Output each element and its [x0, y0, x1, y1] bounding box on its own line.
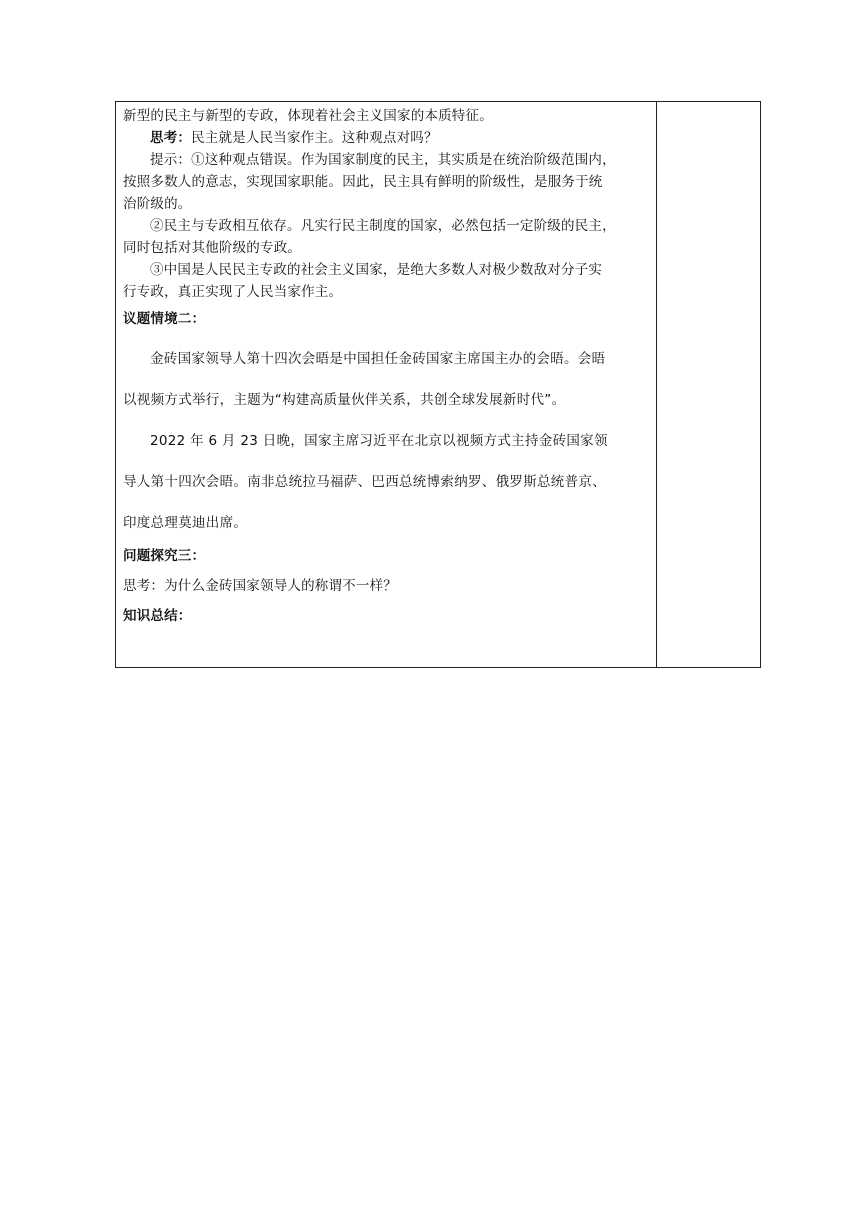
- think-question: 民主就是人民当家作主。这种观点对吗？: [191, 130, 438, 146]
- text-line: 同时包括对其他阶级的专政。: [123, 240, 302, 256]
- think-line: [123, 127, 653, 149]
- text-line: 提示：①这种观点错误。作为国家制度的民主，其实质是在统治阶级范围内，: [150, 152, 616, 168]
- text-line: 导人第十四次会晤。南非总统拉马福萨、巴西总统博索纳罗、俄罗斯总统普京、: [123, 474, 606, 490]
- text-line: 按照多数人的意志，实现国家职能。因此，民主具有鲜明的阶级性，是服务于统: [123, 174, 603, 190]
- content-cell: [123, 105, 653, 627]
- text-line: 新型的民主与新型的专政，体现着社会主义国家的本质特征。: [123, 108, 493, 124]
- text-line: 思考：为什么金砖国家领导人的称谓不一样？: [123, 578, 397, 594]
- text-line: 以视频方式举行，主题为“构建高质量伙伴关系，共创全球发展新时代”。: [123, 392, 566, 408]
- section-heading: 知识总结：: [123, 608, 192, 624]
- text-line: ②民主与专政相互依存。凡实行民主制度的国家，必然包括一定阶级的民主，: [150, 218, 616, 234]
- text-line: 2022 年 6 月 23 日晚，国家主席习近平在北京以视频方式主持金砖国家领: [150, 433, 608, 449]
- column-divider: [656, 102, 657, 667]
- lesson-table: [115, 101, 761, 668]
- text-line: 金砖国家领导人第十四次会晤是中国担任金砖国家主席国主办的会晤。会晤: [150, 351, 606, 367]
- text-line: 印度总理莫迪出席。: [123, 515, 248, 531]
- section-heading: 议题情境二：: [123, 311, 206, 327]
- think-label: 思考：: [150, 130, 192, 146]
- text-line: 治阶级的。: [123, 196, 192, 212]
- section-heading: 问题探究三：: [123, 548, 206, 564]
- text-line: ③中国是人民民主专政的社会主义国家，是绝大多数人对极少数敌对分子实: [150, 262, 603, 278]
- text-line: 行专政，真正实现了人民当家作主。: [123, 284, 343, 300]
